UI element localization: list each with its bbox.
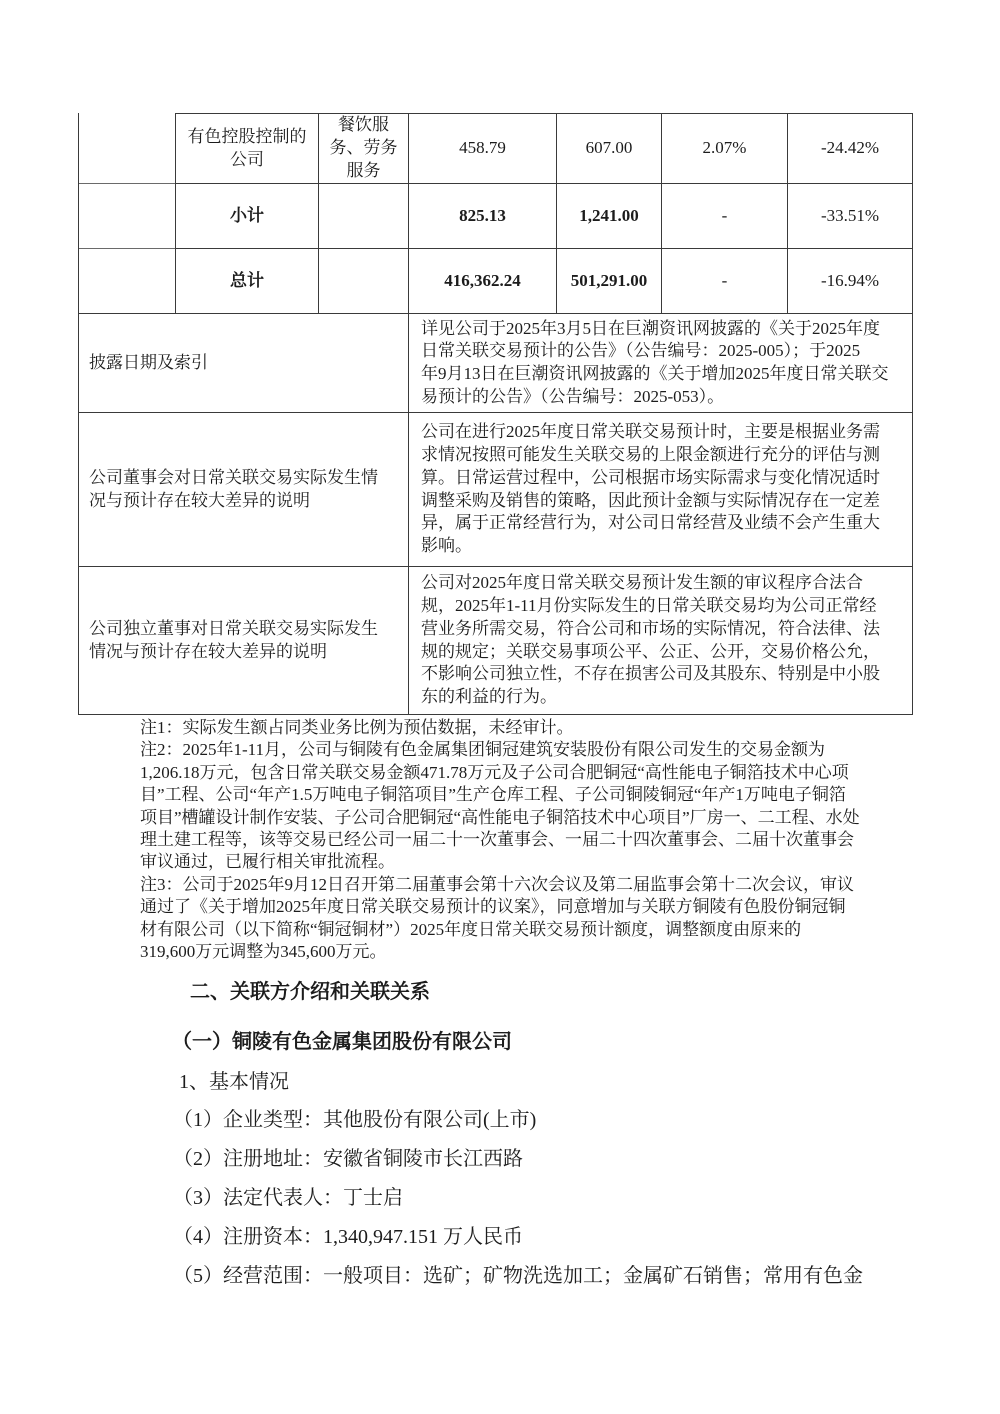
basic-info-item-registered-capital: （4）注册资本：1,340,947.151 万人民币 — [173, 1226, 523, 1248]
table-row-1-ratio — [661, 113, 788, 184]
disclosure-content-line: 年9月13日在巨潮资讯网披露的《关于增加2025年度日常关联交 — [421, 364, 889, 383]
board-explanation-line: 影响。 — [421, 535, 472, 555]
difference-value: -24.42% — [820, 138, 880, 158]
independent-directors-label-line: 公司独立董事对日常关联交易实际发生 — [89, 618, 378, 638]
table-row-1-category-cell — [78, 113, 176, 184]
table-notes — [140, 717, 860, 963]
transaction-type-line: 餐饮服 — [338, 115, 389, 135]
note-line: 项目”槽罐设计制作安装、子公司合肥铜冠“高性能电子铜箔技术中心项目”厂房一、二工程、水处 — [140, 807, 860, 827]
independent-directors-label-cell — [78, 566, 409, 715]
table-row-2-type-cell — [318, 183, 409, 249]
note-3 — [140, 874, 860, 964]
estimate-amount-value: 607.00 — [585, 138, 633, 158]
board-explanation-line: 异，属于正常经营行为，对公司日常经营及业绩不会产生重大 — [421, 513, 880, 533]
table-row-subtotal-ratio — [661, 183, 788, 249]
basic-info-item-registered-address: （2）注册地址：安徽省铜陵市长江西路 — [173, 1148, 523, 1170]
note-1 — [140, 717, 860, 739]
subtotal-label: 小计 — [230, 205, 264, 225]
disclosure-content-cell — [408, 313, 913, 413]
transaction-type-line: 务、劳务 — [329, 138, 398, 158]
table-row-subtotal-difference — [787, 183, 913, 249]
board-explanation-line: 调整采购及销售的策略，因此预计金额与实际情况存在一定差 — [421, 490, 880, 510]
table-row-1-party-cell — [175, 113, 319, 184]
table-row-1-actual-amount — [408, 113, 557, 184]
independent-directors-line: 规，2025年1-11月份实际发生的日常关联交易均为公司正常经 — [421, 596, 877, 616]
subtotal-difference-value: -33.51% — [820, 205, 880, 225]
independent-directors-line: 东的利益的行为。 — [421, 686, 557, 706]
basic-info-item-enterprise-type: （1）企业类型：其他股份有限公司(上市) — [173, 1109, 537, 1131]
disclosure-content-line: 易预计的公告》（公告编号：2025-053）。 — [421, 386, 725, 406]
disclosure-content-line: 日常关联交易预计的公告》（公告编号：2025-005）；于2025 — [421, 341, 861, 361]
independent-directors-line: 不影响公司独立性，不存在损害公司及其股东、特别是中小股 — [421, 664, 880, 684]
table-row-total-ratio — [661, 248, 788, 314]
note-line: 理土建工程等，该等交易已经公司一届二十一次董事会、一届二十四次董事会、二届十次董事会 — [140, 830, 854, 850]
section-heading: 二、关联方介绍和关联关系 — [190, 981, 430, 1003]
ratio-value: 2.07% — [702, 138, 747, 158]
table-row-subtotal-estimate — [556, 183, 662, 249]
note-line: 319,600万元调整为345,600万元。 — [140, 942, 387, 962]
independent-directors-content-cell — [408, 566, 913, 715]
table-row-1-estimate-amount — [556, 113, 662, 184]
table-row-1-type-cell — [318, 113, 409, 184]
total-estimate-value: 501,291.00 — [570, 270, 648, 290]
basic-info-item-legal-representative: （3）法定代表人：丁士启 — [173, 1187, 403, 1209]
board-explanation-label-line: 况与预计存在较大差异的说明 — [89, 490, 310, 510]
total-actual-value: 416,362.24 — [444, 270, 521, 290]
table-row-total-actual — [408, 248, 557, 314]
party-name-line: 有色控股控制的 — [187, 126, 307, 146]
table-row-3-type-cell — [318, 248, 409, 314]
subtotal-actual-value: 825.13 — [459, 205, 506, 225]
note-line: 注2：2025年1-11月，公司与铜陵有色金属集团铜冠建筑安装股份有限公司发生的交易金额为 — [140, 740, 826, 760]
note-line: 注3：公司于2025年9月12日召开第二届董事会第十六次会议及第二届监事会第十二次会议，审议 — [140, 874, 854, 894]
table-row-subtotal-actual — [408, 183, 557, 249]
table-row-total-label-cell — [175, 248, 319, 314]
table-row-total-estimate — [556, 248, 662, 314]
board-explanation-line: 求情况按照可能发生关联交易的上限金额进行充分的评估与测 — [421, 445, 880, 465]
board-explanation-label-line: 公司董事会对日常关联交易实际发生情 — [89, 467, 378, 487]
party-name-line: 公司 — [230, 149, 264, 169]
total-label: 总计 — [230, 270, 264, 290]
basic-info-list — [173, 1101, 863, 1296]
note-line: 通过了《关于增加2025年度日常关联交易预计的议案》，同意增加与关联方铜陵有色股份铜冠铜 — [140, 897, 846, 917]
subtotal-estimate-value: 1,241.00 — [579, 205, 639, 225]
note-line: 注1：实际发生额占同类业务比例为预估数据，未经审计。 — [140, 718, 574, 737]
table-row-total-difference — [787, 248, 913, 314]
transaction-type-line: 服务 — [346, 160, 381, 180]
board-explanation-content-cell — [408, 412, 913, 567]
disclosure-label: 披露日期及索引 — [89, 352, 208, 372]
subtotal-ratio-value: - — [721, 205, 728, 225]
disclosure-content-line: 详见公司于2025年3月5日在巨潮资讯网披露的《关于2025年度 — [421, 318, 880, 338]
board-explanation-label-cell — [78, 412, 409, 567]
note-2 — [140, 739, 860, 873]
total-ratio-value: - — [721, 270, 728, 290]
basic-info-title: 1、基本情况 — [179, 1071, 289, 1093]
total-difference-value: -16.94% — [820, 270, 880, 290]
independent-directors-label-line: 情况与预计存在较大差异的说明 — [89, 641, 327, 661]
note-line: 目”工程、公司“年产1.5万吨电子铜箔项目”生产仓库工程、子公司铜陵铜冠“年产1万吨电子铜箔 — [140, 785, 846, 805]
board-explanation-line: 算。日常运营过程中，公司根据市场实际需求与变化情况适时 — [421, 467, 880, 487]
disclosure-label-cell — [78, 313, 409, 413]
independent-directors-line: 规的规定；关联交易事项公平、公正、公开，交易价格公允， — [421, 641, 880, 661]
table-row-1-difference — [787, 113, 913, 184]
table-row-3-category-cell — [78, 248, 176, 314]
note-line: 审议通过，已履行相关审批流程。 — [140, 852, 395, 872]
table-row-subtotal-label-cell — [175, 183, 319, 249]
board-explanation-line: 公司在进行2025年度日常关联交易预计时，主要是根据业务需 — [421, 422, 880, 442]
note-line: 1,206.18万元，包含日常关联交易金额471.78万元及子公司合肥铜冠“高性能电子铜箔技术中心项 — [140, 762, 849, 782]
section-subheading: （一）铜陵有色金属集团股份有限公司 — [172, 1031, 512, 1053]
basic-info-item-business-scope: （5）经营范围：一般项目：选矿；矿物洗选加工；金属矿石销售；常用有色金 — [173, 1265, 863, 1287]
table-row-2-category-cell — [78, 183, 176, 249]
independent-directors-line: 公司对2025年度日常关联交易预计发生额的审议程序合法合 — [421, 573, 863, 593]
independent-directors-line: 营业务所需交易，符合公司和市场的实际情况，符合法律、法 — [421, 618, 880, 638]
actual-amount-value: 458.79 — [459, 138, 506, 158]
note-line: 材有限公司（以下简称“铜冠铜材”）2025年度日常关联交易预计额度，调整额度由原来的 — [140, 919, 802, 939]
